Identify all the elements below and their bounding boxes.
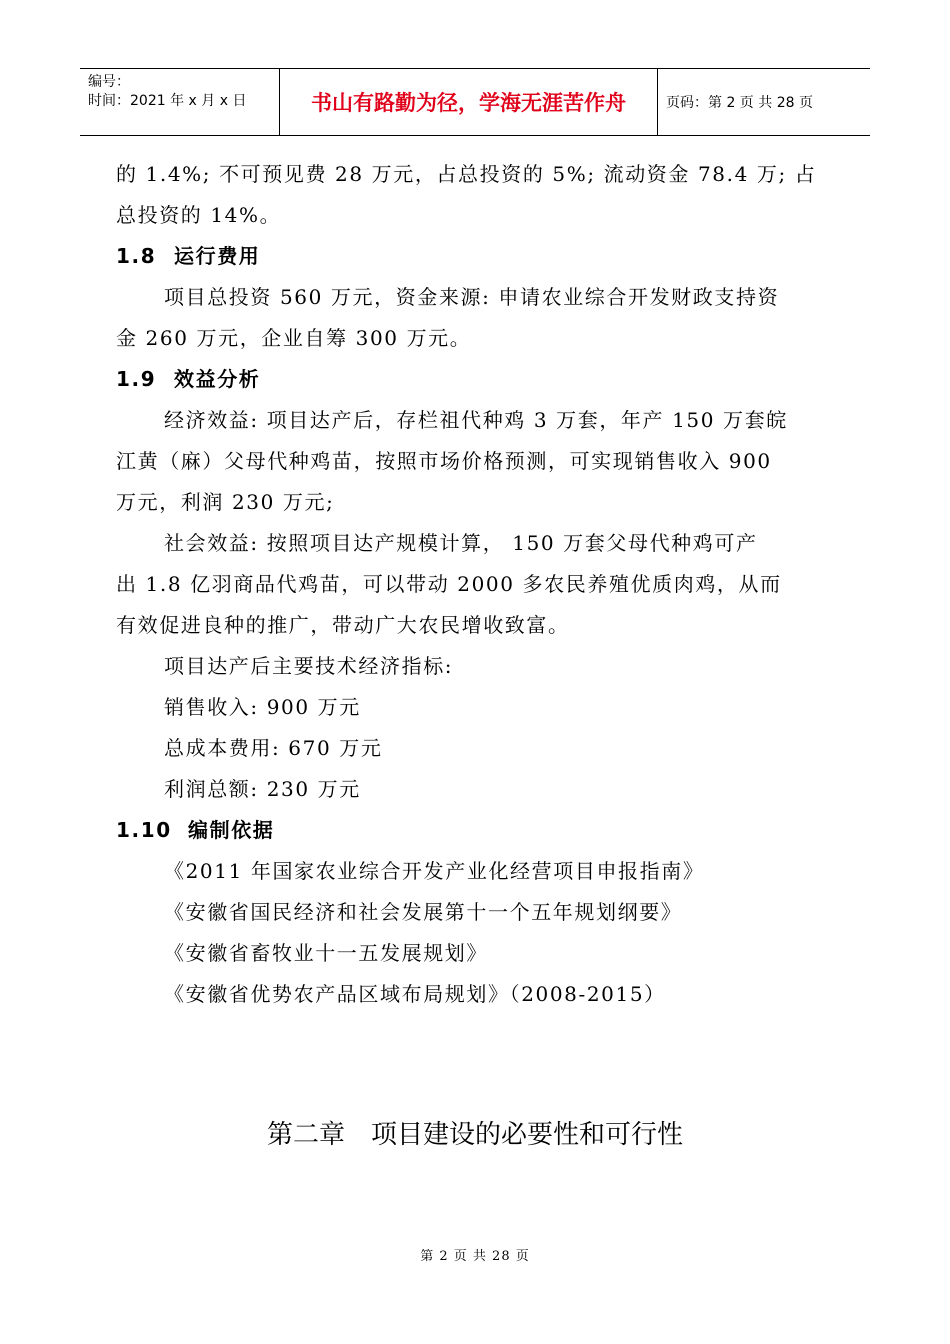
- paragraph-line: 金 260 万元，企业自筹 300 万元。: [116, 326, 472, 350]
- reference-item: 《安徽省优势农产品区域布局规划》（2008-2015）: [164, 982, 666, 1006]
- chapter-title: 第二章 项目建设的必要性和可行性: [266, 1120, 683, 1150]
- section-number: 1.10: [116, 818, 172, 842]
- section-title: 编制依据: [188, 818, 275, 842]
- page-header: [80, 68, 870, 136]
- page-footer: 第 2 页 共 28 页: [420, 1249, 530, 1264]
- section-heading-1-8: [116, 236, 840, 277]
- reference-item: 《安徽省国民经济和社会发展第十一个五年规划纲要》: [164, 900, 683, 924]
- reference-item: 《2011 年国家农业综合开发产业化经营项目申报指南》: [164, 859, 705, 883]
- header-meta: [80, 69, 280, 135]
- paragraph-line: 项目达产后主要技术经济指标:: [164, 654, 454, 678]
- section-heading-1-9: [116, 359, 840, 400]
- paragraph-line: 社会效益: 按照项目达产规模计算， 150 万套父母代种鸡可产: [164, 531, 758, 555]
- document-body: [116, 154, 840, 1015]
- header-motto: 书山有路勤为径，学海无涯苦作舟: [280, 69, 658, 135]
- paragraph-line: 江黄（麻）父母代种鸡苗，按照市场价格预测，可实现销售收入 900: [116, 449, 772, 473]
- indicator-sales: 销售收入: 900 万元: [164, 695, 361, 719]
- header-page-info: 页码：第 2 页 共 28 页: [666, 95, 813, 111]
- section-title: 效益分析: [174, 367, 261, 391]
- header-date-label: 时间：2021 年 x 月 x 日: [88, 93, 247, 109]
- paragraph-line: 的 1.4%; 不可预见费 28 万元，占总投资的 5%; 流动资金 78.4 万; 占: [116, 162, 817, 186]
- paragraph-line: 项目总投资 560 万元，资金来源: 申请农业综合开发财政支持资: [164, 285, 780, 309]
- paragraph-line: 万元，利润 230 万元;: [116, 490, 335, 514]
- indicator-profit: 利润总额: 230 万元: [164, 777, 361, 801]
- section-number: 1.9: [116, 367, 157, 391]
- paragraph-line: 出 1.8 亿羽商品代鸡苗，可以带动 2000 多农民养殖优质肉鸡，从而: [116, 572, 782, 596]
- paragraph-line: 经济效益: 项目达产后，存栏祖代种鸡 3 万套，年产 150 万套皖: [164, 408, 788, 432]
- section-title: 运行费用: [174, 244, 261, 268]
- header-number-label: 编号：: [88, 74, 130, 90]
- section-heading-1-10: [116, 810, 840, 851]
- paragraph-line: 总投资的 14%。: [116, 203, 282, 227]
- paragraph-line: 有效促进良种的推广，带动广大农民增收致富。: [116, 613, 570, 637]
- reference-item: 《安徽省畜牧业十一五发展规划》: [164, 941, 488, 965]
- section-number: 1.8: [116, 244, 157, 268]
- indicator-cost: 总成本费用: 670 万元: [164, 736, 383, 760]
